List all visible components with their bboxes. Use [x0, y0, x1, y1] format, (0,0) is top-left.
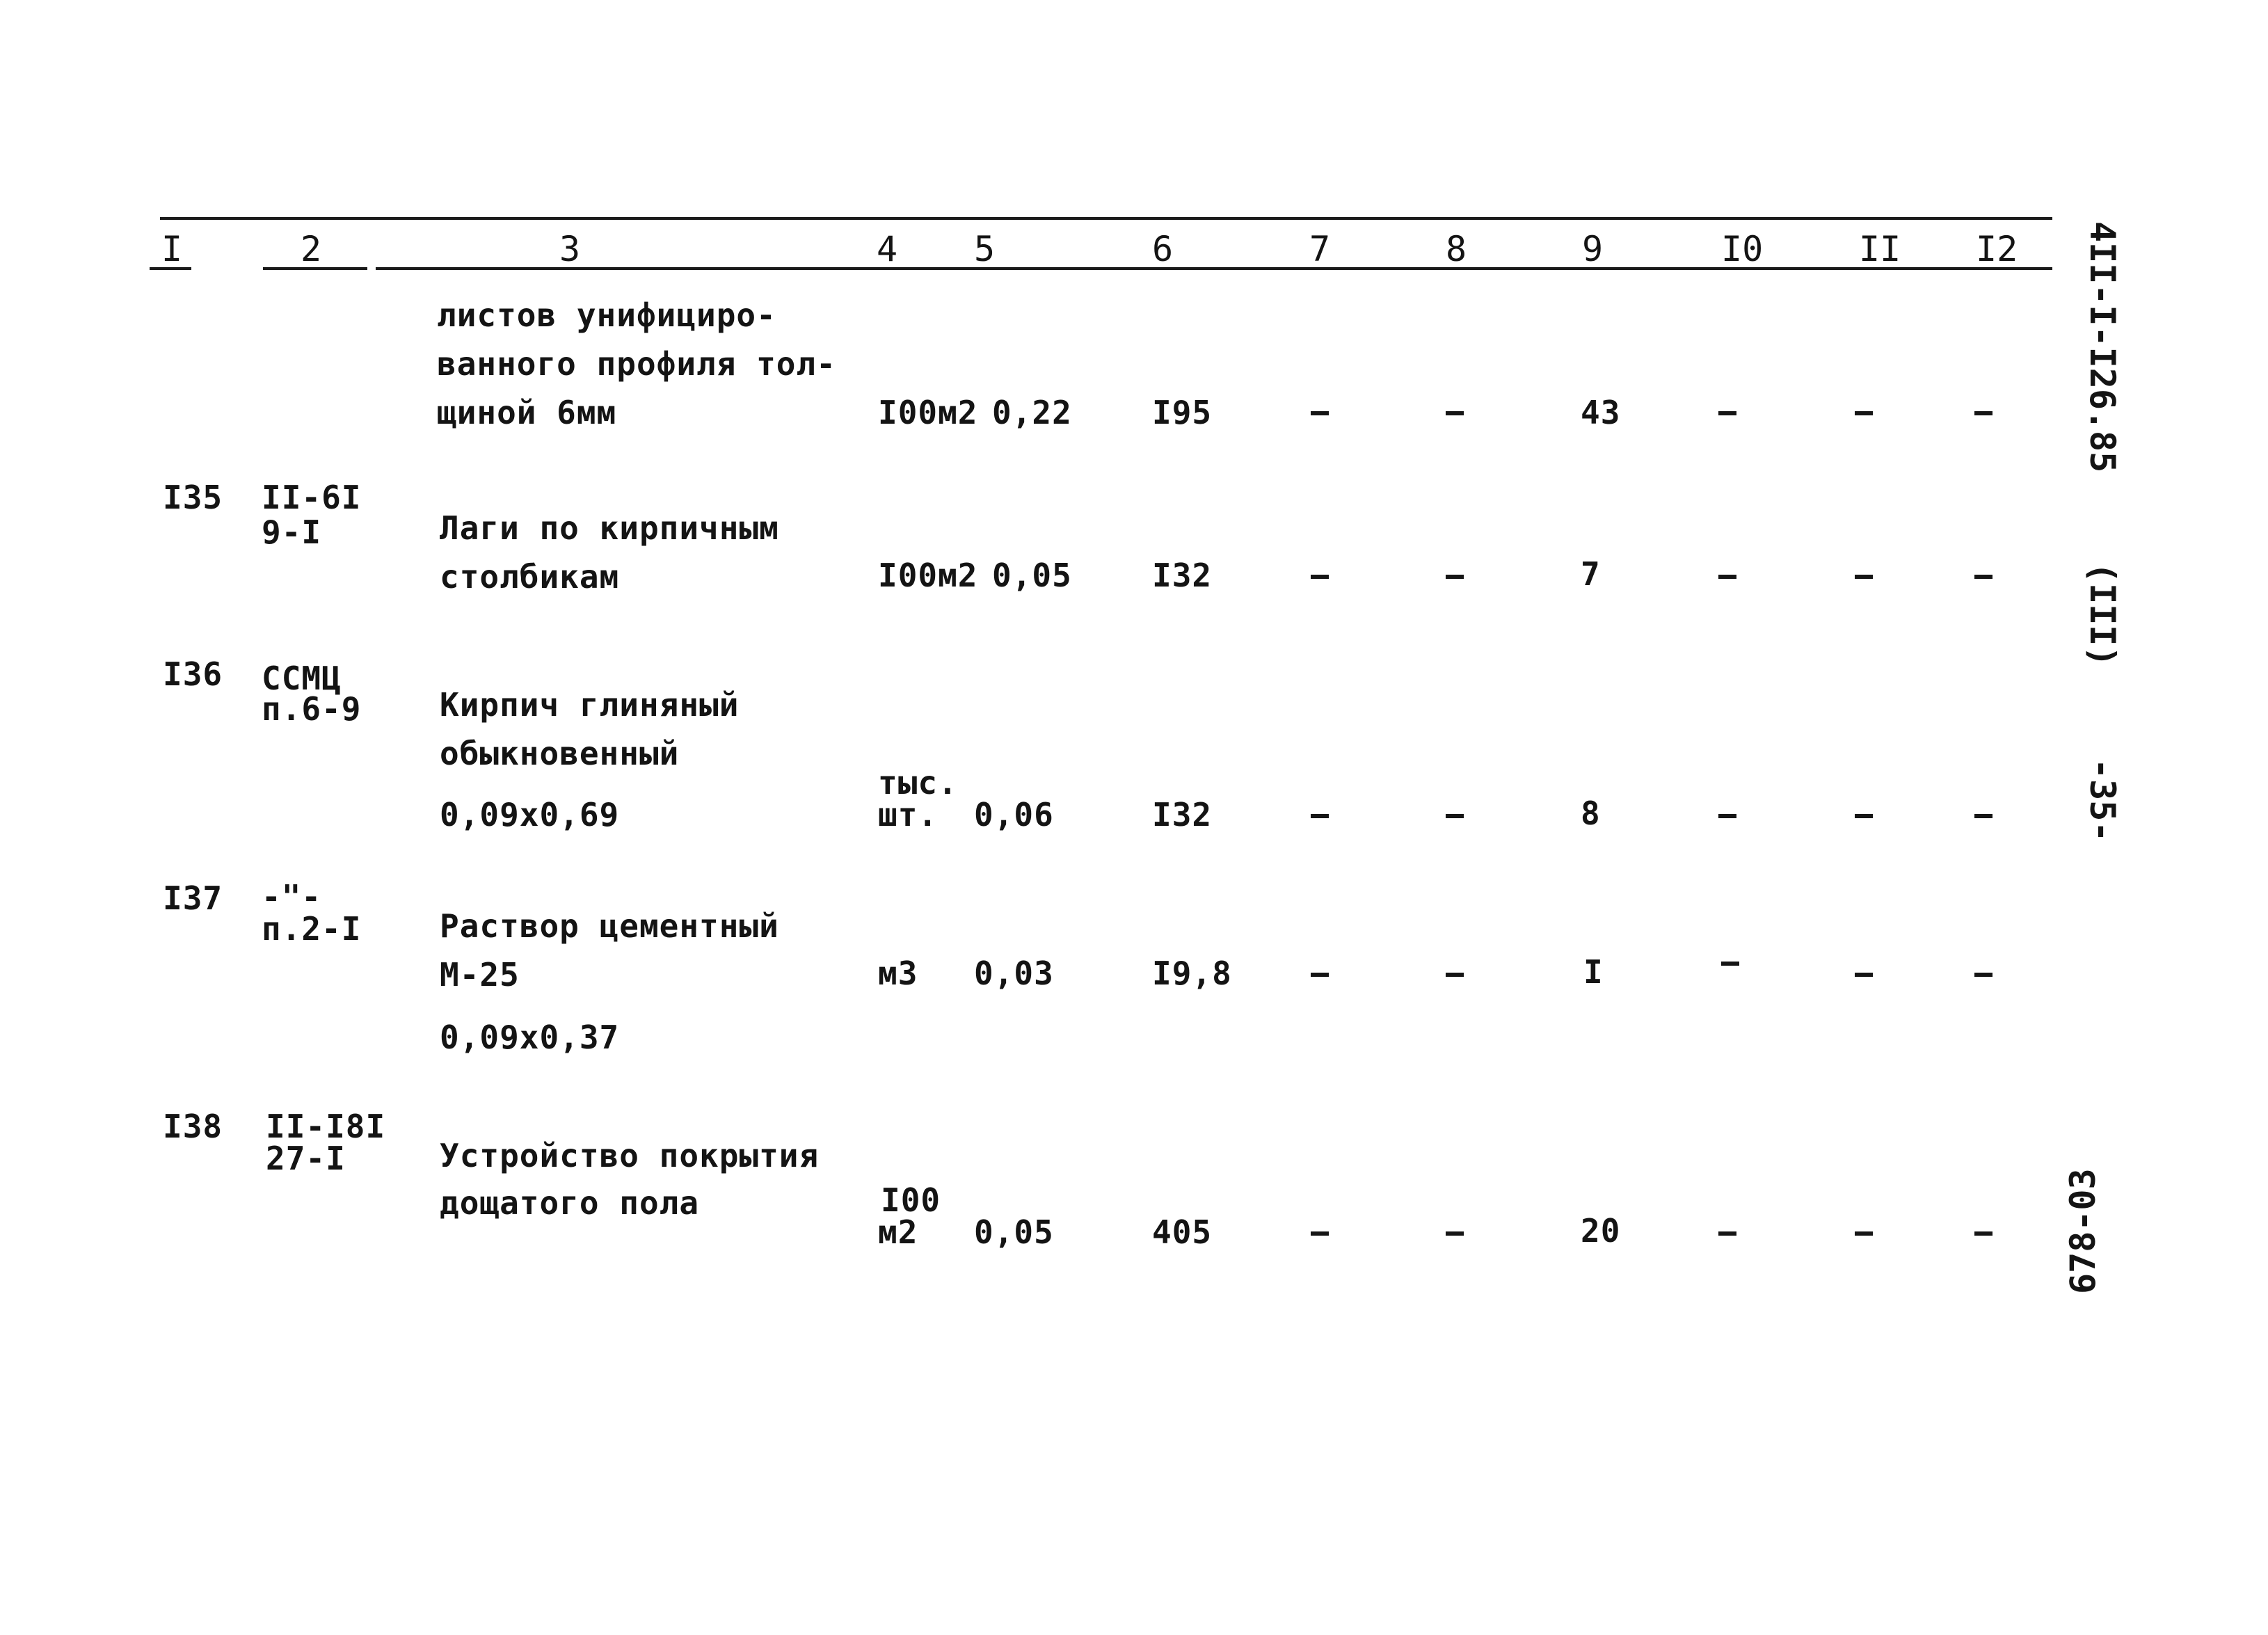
item-col9: 43 — [1581, 394, 1621, 431]
item-col11-dash — [1855, 814, 1873, 818]
table-top-rule — [160, 217, 2052, 220]
item-col10-dash — [1718, 1231, 1736, 1236]
item-col9: 20 — [1581, 1212, 1621, 1250]
item-col12-dash — [1974, 973, 1993, 977]
document-code: 4II-I-I26.85 — [2082, 221, 2123, 473]
item-description: Раствор цементный — [440, 907, 779, 945]
item-col10-dash — [1718, 411, 1736, 415]
item-number: I38 — [163, 1108, 223, 1145]
item-code: 9-I — [262, 513, 322, 551]
item-col12-dash — [1974, 1231, 1993, 1236]
item-col11-dash — [1855, 411, 1873, 415]
item-unit: I00 — [881, 1181, 941, 1219]
header-rule-main — [376, 267, 2052, 270]
item-unit: м3 — [878, 955, 918, 992]
item-description: 0,09х0,37 — [440, 1019, 620, 1056]
item-number: I35 — [163, 479, 223, 516]
item-col6: I9,8 — [1152, 955, 1232, 992]
column-header-11: II — [1859, 229, 1901, 269]
item-code: 27-I — [266, 1140, 346, 1177]
item-col10-dash — [1718, 575, 1736, 579]
item-col7-dash — [1311, 1231, 1329, 1236]
item-description: листов унифициро- — [437, 296, 776, 334]
item-description: столбикам — [440, 558, 620, 596]
document-part: (III) — [2082, 562, 2123, 667]
item-col8-dash — [1446, 575, 1464, 579]
item-unit: тыс. — [878, 764, 958, 801]
item-col8-dash — [1446, 973, 1464, 977]
column-header-12: I2 — [1976, 229, 2018, 269]
item-col7-dash — [1311, 575, 1329, 579]
item-quantity: 0,06 — [974, 796, 1054, 834]
item-unit: I00м2 — [878, 394, 978, 431]
inventory-number: 678-03 — [2063, 1168, 2103, 1294]
column-header-6: 6 — [1152, 229, 1174, 269]
item-description: дощатого пола — [440, 1184, 700, 1222]
item-number: I37 — [163, 879, 223, 917]
item-description: Устройство покрытия — [440, 1137, 820, 1174]
item-unit: м2 — [878, 1213, 918, 1251]
item-col11-dash — [1855, 973, 1873, 977]
column-header-8: 8 — [1446, 229, 1467, 269]
item-unit: I00м2 — [878, 557, 978, 594]
item-code: -"- — [262, 878, 322, 916]
item-col10-dash — [1721, 962, 1739, 966]
column-header-9: 9 — [1582, 229, 1604, 269]
item-col9: 8 — [1581, 795, 1601, 832]
item-col6: I95 — [1152, 394, 1213, 431]
column-header-1: I — [161, 229, 183, 269]
item-col12-dash — [1974, 411, 1993, 415]
item-quantity: 0,05 — [992, 557, 1072, 594]
item-col6: I32 — [1152, 557, 1213, 594]
column-header-4: 4 — [877, 229, 898, 269]
column-header-3: 3 — [559, 229, 581, 269]
item-col8-dash — [1446, 1231, 1464, 1236]
column-header-2: 2 — [301, 229, 322, 269]
item-col6: 405 — [1152, 1213, 1213, 1251]
item-quantity: 0,03 — [974, 955, 1054, 992]
item-col11-dash — [1855, 575, 1873, 579]
item-col7-dash — [1311, 814, 1329, 818]
item-col9: 7 — [1581, 555, 1601, 593]
column-header-7: 7 — [1309, 229, 1331, 269]
item-col6: I32 — [1152, 796, 1213, 834]
item-code: п.6-9 — [262, 690, 362, 728]
item-quantity: 0,22 — [992, 394, 1072, 431]
item-col11-dash — [1855, 1231, 1873, 1236]
item-code: п.2-I — [262, 910, 362, 948]
item-col12-dash — [1974, 814, 1993, 818]
item-description: ванного профиля тол- — [437, 345, 836, 383]
item-col8-dash — [1446, 411, 1464, 415]
item-col9: I — [1583, 953, 1604, 991]
item-code: II-I8I — [266, 1108, 386, 1145]
item-col7-dash — [1311, 411, 1329, 415]
item-code: II-6I — [262, 479, 362, 516]
column-header-10: I0 — [1721, 229, 1764, 269]
column-header-5: 5 — [974, 229, 996, 269]
item-unit: шт. — [878, 796, 939, 834]
item-description: Лаги по кирпичным — [440, 509, 779, 547]
item-col7-dash — [1311, 973, 1329, 977]
item-col8-dash — [1446, 814, 1464, 818]
item-code: ССМЦ — [262, 660, 342, 697]
item-col10-dash — [1718, 814, 1736, 818]
item-number: I36 — [163, 655, 223, 693]
item-col12-dash — [1974, 575, 1993, 579]
item-description: обыкновенный — [440, 735, 680, 772]
item-description: Кирпич глиняный — [440, 686, 740, 724]
page-number: -35- — [2082, 758, 2123, 843]
item-description: М-25 — [440, 956, 520, 994]
item-description: щиной 6мм — [437, 394, 617, 431]
item-description: 0,09х0,69 — [440, 796, 620, 834]
item-quantity: 0,05 — [974, 1213, 1054, 1251]
